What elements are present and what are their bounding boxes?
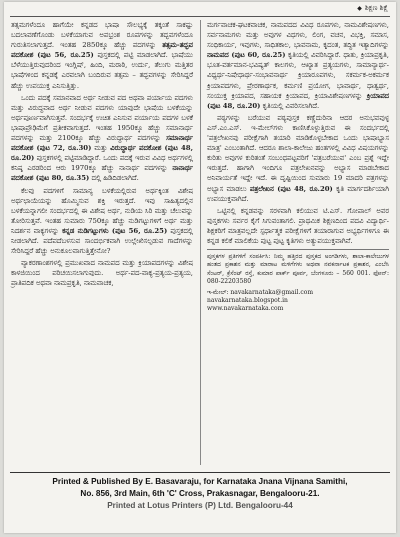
contact-footnote xyxy=(207,253,389,287)
email-address: navakarnataka@gmail.com xyxy=(230,288,314,296)
running-head xyxy=(357,4,388,13)
text-run: ಪಠ್ಯಗಳನ್ನು ಬರೆಯುವ ಪಠ್ಯಪುಸ್ತಕ ಕಣ್ಣೆದುರಿನಾ ಆದರ ಅನುಭವವುಳ್ಳ ಎಸ್.ಎಂ.ಎಸ್. ಇ-ಮೇಲ್‌ಗಳು ಕಾಣಿಸಿಕೊಳ್ಳುತ್ತಿರುವ ಈ ಸಂದರ್ಭದಲ್ಲಿ 'ಪತ್ರಲೇಖನವು ಪರೀಕ್ಷೆಗಾಗಿ ತಯಾರಿ ಮಾಡಿಕೊಳ್ಳಬೇಕಾದ ಒಂದು ಭಾಷಾಭ್ಯಾಸ ಮಾತ್ರ' ಎಂಬಂತಾಗಿದೆ. ಆದರೂ ಶಾಲಾ-ಕಾಲೇಜು ಹಂತಗಳಲ್ಲಿ ವಿವಿಧ ವಿಷಯಗಳನ್ನು ಕುರಿತು ಅವುಗಳ ಕುರಿತಂತೆ ಸಂಬಂಧಪಟ್ಟವರಿಗೆ 'ಪತ್ರಬರೆಯುವ' ಎಂಬ ಪ್ರಶ್ನೆ ಇದ್ದೇ ಇರುತ್ತದೆ. ಹಾಗಾಗಿ ಇಂದಿಗೂ ಪತ್ರಲೇಖನವನ್ನು ಅಭ್ಯಾಸ ಮಾಡಬೇಕಾದ ಅನಿವಾರ್ಯತೆ ಇದ್ದೇ ಇದೆ. ಈ ದೃಷ್ಟಿಯಿಂದ ಸುಮಾರು 19 ಮಾದರಿ ಪತ್ರಗಳನ್ನು ಅಭ್ಯಾಸ ಮಾಡಲು xyxy=(207,113,389,193)
footnote-text: ಪುಸ್ತಕಗಳ ಪ್ರತಿಗಳಿಗೆ ಸಂಪರ್ಕಿಸಿ: ನಿಮ್ಮ ಹತ್ತಿರದ ಪುಸ್ತಕದ ಅಂಗಡಿಗಳು, ಶಾಲಾ-ಕಾಲೇಜುಗಳ ಹಂತದ ಪ್ರಕಾಶನ ಮತ್ತು ಮಾರಾಟ ಮಳಿಗೆಗಳು ಅಥವಾ ನವಕರ್ನಾಟಕ ಪ್ರಕಾಶನ, ಎಂಬೆಸಿ ಸೆಂಟರ್, ಕ್ರೆಸೆಂಟ್ ರಸ್ತೆ, ಕುಮಾರ ಪಾರ್ಕ್ ಪೂರ್ವ, ಬೆಂಗಳೂರು – 560 001. ಫೋನ್: 080-22203580 xyxy=(207,253,389,286)
contact-website-line xyxy=(207,305,389,313)
text-run: ವ್ಯಾಕರಣಾಂಶಗಳಲ್ಲಿ ಪ್ರಮುಖವಾದ ನಾಮಪದ ಮತ್ತು ಕ್ರಿಯಾಪದಗಳನ್ನು ವಿಶೇಷ ಕಾಳಜಿಯಿಂದ ಪರಿಚಯಿಸಲಾಗುವುದು. ಅರ್ಥ-ಪದ-ವಾಕ್ಯ-ಪ್ರತ್ಯಯ-ಪ್ರತ್ಯಯ, ಪ್ರಾತಿಪದಿಕ ಅಥವಾ ನಾಮಪ್ರಕೃತಿ, ನಾಮವಾಚಕ, xyxy=(11,259,193,288)
paragraph xyxy=(11,258,193,288)
text-run: ಕೃತಿಯಲ್ಲಿ ವಿವರಿಸಲಾಗಿದೆ. xyxy=(262,101,320,110)
header-rule xyxy=(10,16,390,17)
book-reference: ಸಮಾನಾರ್ಥ ಪದಕೋಶ (ಪುಟ 72, ರೂ.30) xyxy=(11,134,193,153)
text-run: ಕೃತಿಯಲ್ಲಿ ವಿವರಿಸಿದ್ದಾರೆ. ಧಾತು, ಕ್ರಿಯಾಪ್ರಕೃತಿ, ಭೂತ-ವರ್ತಮಾನ-ಭವಿಷ್ಯತ್ ಕಾಲಗಳು, ಆಖ್ಯಾತ ಪ್ರತ್ಯಯಗಳು, ಸಾಮಾನ್ಯಾರ್ಥ-ವಿಧ್ಯರ್ಥ-ನಿಷೇಧಾರ್ಥ-ಸಂಭಾವನಾರ್ಥ ಕ್ರಿಯಾರೂಪಗಳು, ಸಕರ್ಮಕ-ಅಕರ್ಮಕ ಕ್ರಿಯಾಪದಗಳು, ಪ್ರೇರಣಾರ್ಥಕ, ಕರ್ಮಣಿ ಪ್ರಯೋಗ, ಭಾವಾರ್ಥ, ಧಾತ್ವರ್ಥ, ಸಂಯುಕ್ತ ಕ್ರಿಯಾಪದ, ಸಹಾಯಕ ಕ್ರಿಯಾಪದ, ಕ್ರಿಯಾವಿಶೇಷಣಗಳನ್ನು xyxy=(207,51,389,100)
text-run: ಕೃತಿ ಮಾರ್ಗದರ್ಶಿಯಾಗಿ ಉಪಯುಕ್ತವಾಗಿದೆ. xyxy=(207,184,389,203)
book-reference: ವಿರುದ್ಧಾರ್ಥ ಪದಕೋಶ (ಪುಟ 48, ರೂ.20) xyxy=(11,144,193,163)
right-column xyxy=(207,20,389,313)
text-run: ಪುಸ್ತಕಗಳಲ್ಲಿ ಪಟ್ಟಿಮಾಡಿದ್ದಾರೆ. ಒಂದು ಪದಕ್ಕೆ ಇರುವ ವಿವಿಧ ಅರ್ಥಗಳಲ್ಲಿ ಕನಿಷ್ಠ ಎರಡರಿಂದ ಆರು 1970ಕ್ಕೂ ಹೆಚ್ಚು ನಾನಾರ್ಥ ಪದಗಳನ್ನು xyxy=(11,154,193,173)
book-reference: ತತ್ಸಮ-ತದ್ಭವ ಪದಕೋಶ (ಪುಟ 56, ರೂ.25) xyxy=(11,41,193,60)
book-reference: ಕ್ರಿಯಾಪದ (ಪುಟ 48, ರೂ.20) xyxy=(207,91,389,110)
imprint-rule xyxy=(10,472,390,473)
book-reference: ಕನ್ನಡ ನುಡಿಗಟ್ಟುಗಳು (ಪುಟ 56, ರೂ.25) xyxy=(62,226,168,235)
website-address: www.navakarnataka.com xyxy=(207,304,284,312)
contact-email-line xyxy=(207,289,389,297)
paragraph xyxy=(207,113,389,204)
left-column xyxy=(11,20,193,290)
paragraph xyxy=(11,186,193,257)
column-divider xyxy=(200,20,201,465)
text-run: ತತ್ಸಮಗಳೆಂದೂ ಹಾಗೆಯೇ ಕನ್ನಡದ ಭಾಷಾ ಸೌಲಭ್ಯಕ್ಕೆ ತಕ್ಕಂತೆ ಸಾಕಷ್ಟು ಬದಲಾವಣೆಗೊಂಡು ಬಳಕೆಯಾಗುವ ಅಪಭ್ರಂಶ ರೂಪಗಳನ್ನು ತದ್ಭವಗಳೆಂದೂ ಗುರುತಿಸಲಾಗುತ್ತದೆ. ಇಂತಹ 2850ಕ್ಕೂ ಹೆಚ್ಚು ಪದಗಳನ್ನು xyxy=(11,21,193,50)
magazine-page xyxy=(4,2,396,533)
book-reference: ನಾನಾರ್ಥ ಪದಕೋಶ (ಪುಟ 80, ರೂ.35) xyxy=(11,164,193,183)
text-run: ಪುಸ್ತಕದಲ್ಲಿ ಪಟ್ಟಿ ಮಾಡಲಾಗಿದೆ. ಭಾಷೆಯು ಬೆಳೆಯುತ್ತಿರುವುದರಿಂದ ಇಂಗ್ಲಿಷ್, ಹಿಂದಿ, ಮರಾಠಿ, ಉರ್ದು, ತೆಲುಗು ಮತ್ತಿತರ ಭಾಷೆಗಳಿಂದ ಕನ್ನಡಕ್ಕೆ ಎರವಲಾಗಿ ಬಂದಿರುವ ತತ್ಸಮ – ತದ್ಭವಗಳನ್ನು ಸೇರಿಸಿದ್ದರೆ ಹೆಚ್ಚು ಉಪಯುಕ್ತ ಎನಿಸುತ್ತಿತ್ತು. xyxy=(11,51,193,90)
book-reference: ಪತ್ರಲೇಖನ (ಪುಟ 48, ರೂ.20) xyxy=(249,184,333,193)
running-head-title: ಶಿಕ್ಷಣ ಶಿಕ್ಷೆ xyxy=(364,4,388,12)
book-reference: ನಾಮಪದ (ಪುಟ 60, ರೂ.25) xyxy=(207,51,286,60)
article-body xyxy=(11,20,391,470)
text-run: ಒಟ್ಟಿನಲ್ಲಿ ಕನ್ನಡವನ್ನು ಸರಳವಾಗಿ ಕಲಿಯುವ ಟಿ.ಎಸ್. ಗೋಪಾಲ್ ಅವರ ಪುಸ್ತಕಗಳು ಸರ್ವರ ಕೈಗೆ ಸಿಗುವಂತಾಗಲಿ. ಪ್ರಾಥಮಿಕ ಶಿಕ್ಷಣದಿಂದ ಪದವಿ ವಿದ್ಯಾರ್ಥಿ-ಶಿಕ್ಷಕರಿಗೆ ಮಾತ್ರವಲ್ಲದೇ ಸ್ಪರ್ಧಾತ್ಮಕ ಪರೀಕ್ಷೆಗಳಿಗೆ ತಯಾರಾಗುವ ಅಭ್ಯರ್ಥಿಗಳಿಗೂ ಈ ಕನ್ನಡ ಕಲಿಕೆ ಮಾಲಿಕೆಯ ಪುಟ್ಟ ಪುಟ್ಟ ಕೃತಿಗಳು ಅತ್ಯುಪಯುಕ್ತವಾಗಿವೆ. xyxy=(207,206,389,245)
blog-address: navakarnataka.blogspot.in xyxy=(207,296,288,304)
printer-imprint xyxy=(14,476,386,512)
text-run: ಕೆಲವು ಪದಗಳಿಗೆ ಸಾಮಾನ್ಯ ಬಳಕೆಯಲ್ಲಿರುವ ಅರ್ಥಕ್ಕಿಂತ ವಿಶೇಷ ಅರ್ಥಛಾಯೆಯನ್ನು ಹೊಮ್ಮಿಸುವ ಶಕ್ತಿ ಇರುತ್ತದೆ. ಇವು ಸಾಹಿತ್ಯದಲ್ಲಿನ ಬಳಕೆಯನ್ನಾಗಲೀ ಸಂದರ್ಭದಲ್ಲಿ ಈ ವಿಶೇಷ ಅರ್ಥ, ನುಡಿಯ ಸಿರಿ ಮತ್ತು ಚೆಲುವನ್ನು ತೋರಿಸುತ್ತವೆ. ಇಂತಹ ಸುಮಾರು 750ಕ್ಕೂ ಹೆಚ್ಚು ನುಡಿಗಟ್ಟುಗಳಿಗೆ ಅರ್ಥ ಮತ್ತು ನಿದರ್ಶನ ವಾಕ್ಯಗಳನ್ನು xyxy=(11,186,193,235)
paragraph xyxy=(11,93,193,184)
text-run: ದಲ್ಲಿ ಹಿಡಿದಿಡಲಾಗಿದೆ. xyxy=(91,174,139,183)
paragraph xyxy=(207,20,389,111)
imprint-line: No. 856, 3rd Main, 6th 'C' Cross, Prakasnagar, Bengalooru-21. xyxy=(80,489,320,498)
imprint-line: Printed at Lotus Printers (P) Ltd. Bengalooru-44 xyxy=(107,501,293,510)
imprint-line: Printed & Published By E. Basavaraju, for Karnataka Jnana Vijnana Samithi, xyxy=(52,477,348,486)
paragraph xyxy=(207,206,389,246)
contact-blog-line xyxy=(207,297,389,305)
text-run: ಮರ್ಗವಾಚಕ-ಘಟಕವಾಚಕ, ನಾಮಪದದ ವಿವಿಧ ರೂಪಗಳು, ನಾಮವಿಶೇಷಣಗಳು, ಸರ್ವನಾಮಗಳು ಮತ್ತು ಅವುಗಳ ವಿಧಗಳು, ಲಿಂಗ, ವಚನ, ವಿಭಕ್ತಿ, ಸಮಾಸ, ಸಂಧಿಕಾರ್ಯ, ಇವುಗಳು, ಸಾಧಿತಕಾಲ, ಭಾವನಾಮ, ಕೃದಂತ, ತದ್ಧಿತ ಇತ್ಯಾದಿಗಳನ್ನು xyxy=(207,21,389,50)
text-run: ಪುಸ್ತಕದಲ್ಲಿ ನೀಡಲಾಗಿದೆ. ಪದೆಪದೆಬಳಸುವ ಸಾಂದರ್ಭಿಕವಾಗಿ ಉಲ್ಲೇಖಿಸಲ್ಪಡುವ ಗಾದೆಗಳನ್ನು ಸೇರಿಸಿದ್ದರೆ ಹೆಚ್ಚು ಅನುಕೂಲವಾಗುತ್ತಿತ್ತೇನೋ? xyxy=(11,226,194,256)
diamond-ornament-icon: ◆ xyxy=(357,5,362,12)
footnote-rule xyxy=(207,249,389,250)
text-run: ಮತ್ತು xyxy=(94,144,108,153)
paragraph xyxy=(11,20,193,91)
email-label: ಇ-ಮೇಲ್: xyxy=(207,288,229,296)
text-run: ಒಂದು ಪದಕ್ಕೆ ಸಮಾನವಾದ ಅರ್ಥ ನೀಡುವ ಪದ ಅಥವಾ ಪರ್ಯಾಯ ಪದಗಳು ಮತ್ತು ವಿರುದ್ಧವಾದ ಅರ್ಥ ನೀಡುವ ಪದಗಳು ಯಾವುದೇ ಭಾಷೆಯ ಬಳಕೆಯನ್ನು ಅರ್ಥಪೂರ್ಣವಾಗಿಸುತ್ತವೆ. ಸಂದರ್ಭಕ್ಕೆ ಉಚಿತ ಎನಿಸುವ ಪರ್ಯಾಯ ಪದಗಳ ಬಳಕೆ ಭಾಷಾಪ್ರೌಢಿಮೆಗೆ ಪ್ರತೀಕವಾಗುತ್ತದೆ. ಇಂತಹ 1950ಕ್ಕೂ ಹೆಚ್ಚು ಸಮಾನಾರ್ಥ ಪದಗಳನ್ನು ಮತ್ತು 2100ಕ್ಕೂ ಹೆಚ್ಚು ವಿರುದ್ಧಾರ್ಥ ಪದಗಳನ್ನು xyxy=(11,93,193,143)
